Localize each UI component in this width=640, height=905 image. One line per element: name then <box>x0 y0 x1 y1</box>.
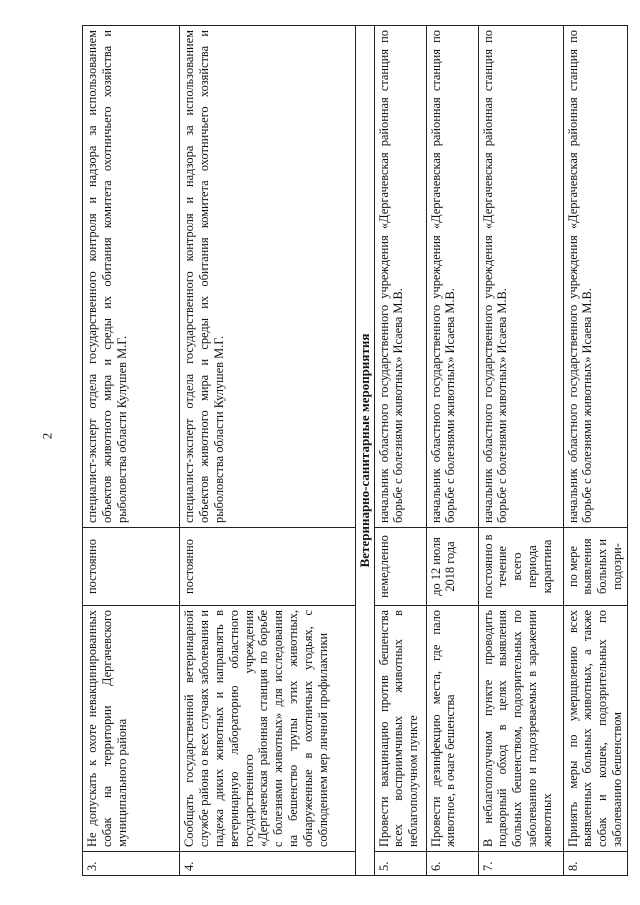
term-text: до 12 июля 2018 года <box>426 528 478 606</box>
table-row <box>563 26 628 876</box>
row-number: 5. <box>374 852 426 876</box>
measures-table <box>82 25 628 876</box>
responsible-text: начальник областного государственного учреждения «Дергачевская районная станция по борьбе с болезнями животных» Исаева М.В. <box>563 26 628 528</box>
row-number: 6. <box>426 852 478 876</box>
table-row <box>478 26 563 876</box>
responsible-text: начальник областного государственного учреждения «Дергачевская районная станция по борьбе с болезнями животных» Исаева М.В. <box>374 26 426 528</box>
table-row <box>426 26 478 876</box>
term-text: по мере выявления больных и подозри- <box>563 528 628 606</box>
page-number: 2 <box>39 432 55 440</box>
measure-text: Не допускать к охоте невакцинированных собак на территории Дергачевского муниципального района <box>83 606 180 852</box>
table-row <box>180 26 356 876</box>
term-text: постоянно <box>83 528 180 606</box>
responsible-text: специалист-эксперт отдела государственного контроля и надзора за использованием объектов животного мира и среды их обитания комитета охотничьего хозяйства и рыболовства области Кулушев М.Г. <box>83 26 180 528</box>
measure-text: Провести вакцинацию против бешенства всех восприимчивых животных в неблагополучном пункте <box>374 606 426 852</box>
row-number: 3. <box>83 852 180 876</box>
rotated-table-wrapper <box>82 26 625 876</box>
measure-text: Провести дезинфекцию места, где пало животное, в очаге бешенства <box>426 606 478 852</box>
term-text: немедленно <box>374 528 426 606</box>
term-text: постоянно <box>180 528 356 606</box>
term-text: постоянно в течение всего периода карантина <box>478 528 563 606</box>
section-title: Ветеринарно-санитарные мероприятия <box>356 26 375 876</box>
measure-text: Сообщать государственной ветеринарной службе района о всех случаях заболевания и падежа диких животных и направлять в ветеринарную лабораторию областного государственного учреждения «Дергачевская районная станция по борьбе с болезнями животных» для исследования на бешенство трупы этих животных, обнаруженные в охотничьих угодьях, с соблюдением мер личной профилактики <box>180 606 356 852</box>
responsible-text: начальник областного государственного учреждения «Дергачевская районная станция по борьбе с болезнями животных» Исаева М.В. <box>426 26 478 528</box>
responsible-text: специалист-эксперт отдела государственного контроля и надзора за использованием объектов животного мира и среды их обитания комитета охотничьего хозяйства и рыболовства области Кулушев М.Г. <box>180 26 356 528</box>
row-number: 8. <box>563 852 628 876</box>
responsible-text: начальник областного государственного учреждения «Дергачевская районная станция по борьбе с болезнями животных» Исаева М.В. <box>478 26 563 528</box>
table-row <box>83 26 180 876</box>
table-row <box>374 26 426 876</box>
section-row <box>356 26 375 876</box>
measure-text: В неблагополучном пункте проводить подворный обход в целях выявления больных бешенством, подозрительных по заболеванию и подозреваемых в заражении животных <box>478 606 563 852</box>
measure-text: Принять меры по умерщвлению всех выявленных больных животных, а также собак и кошек, подозрительных по заболеванию бешенством <box>563 606 628 852</box>
row-number: 7. <box>478 852 563 876</box>
row-number: 4. <box>180 852 356 876</box>
